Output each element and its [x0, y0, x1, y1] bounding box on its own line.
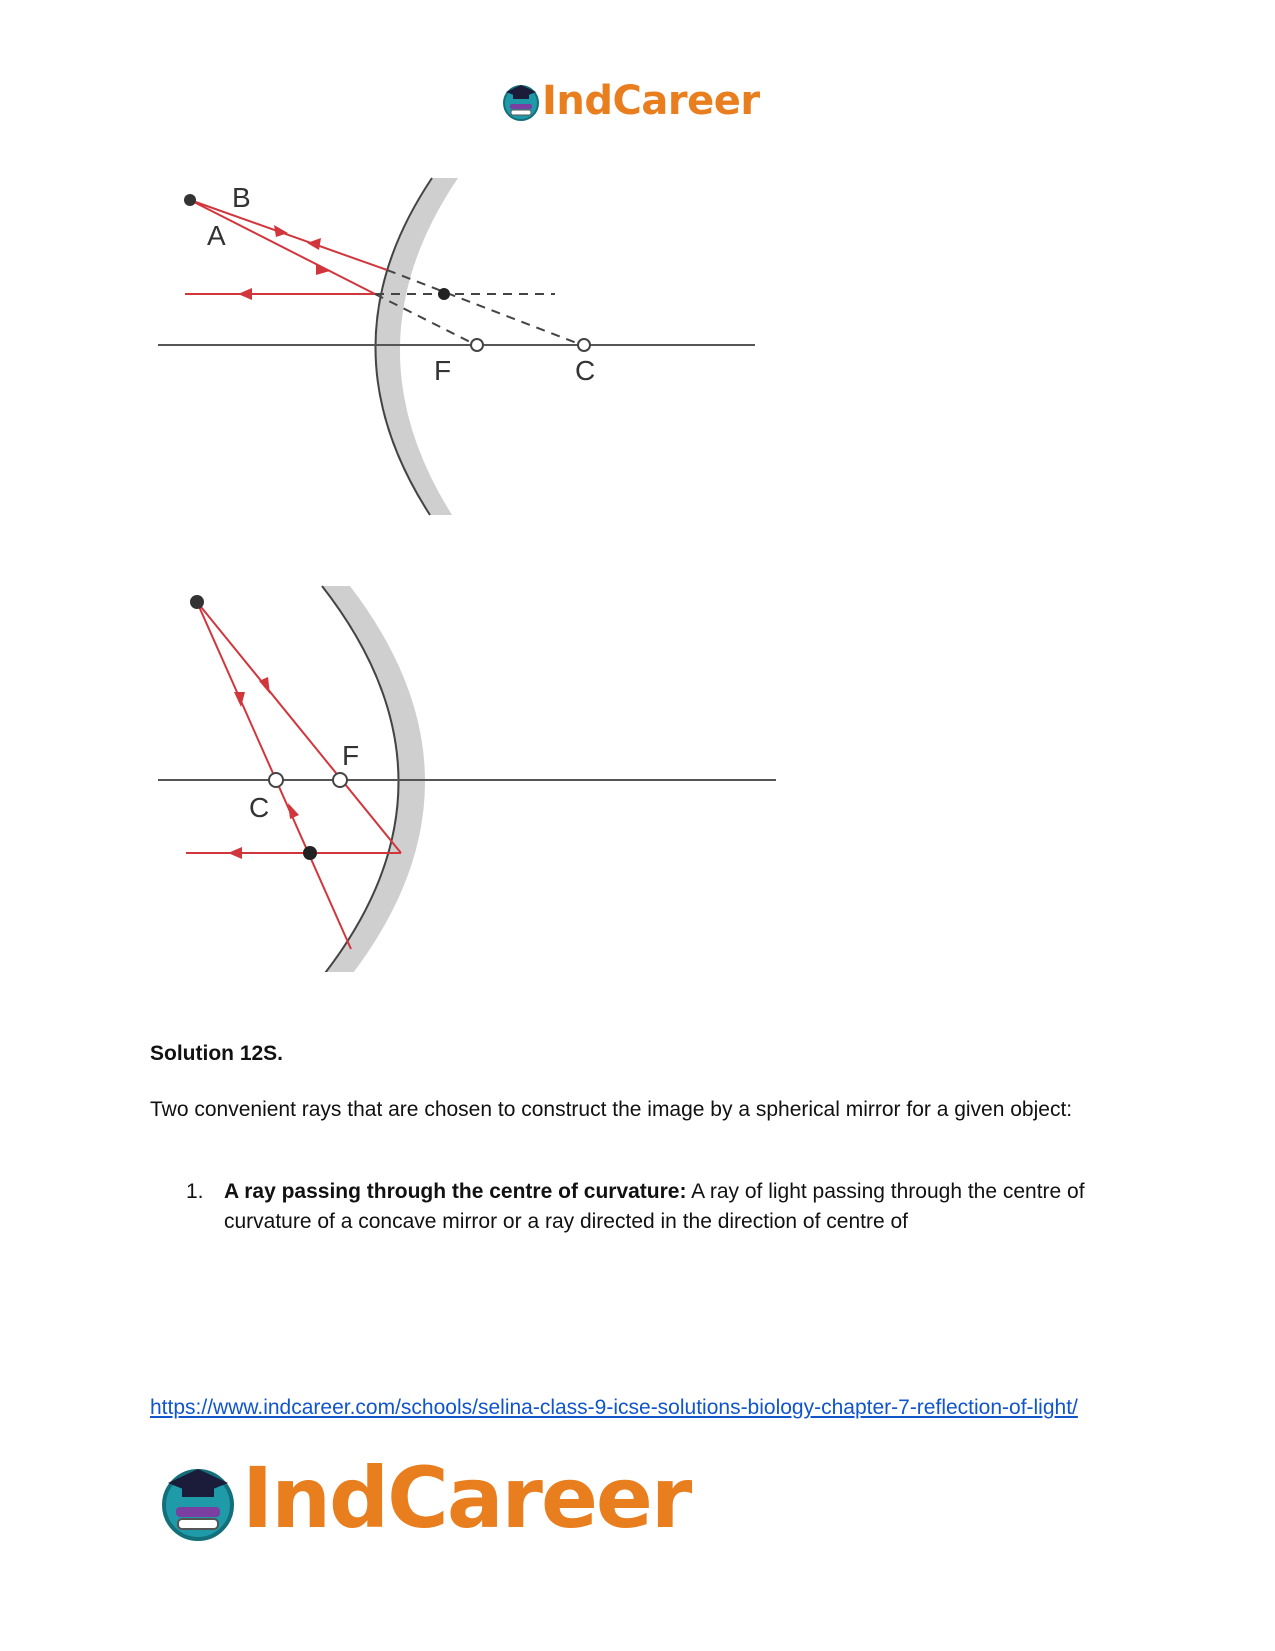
focus-point: [333, 773, 347, 787]
label-c: C: [249, 792, 270, 823]
list-item-heading: A ray passing through the centre of curvature:: [224, 1180, 687, 1203]
label-c: C: [575, 355, 596, 386]
focus-point: [471, 339, 483, 351]
label-f: F: [342, 740, 360, 771]
image-point: [438, 288, 450, 300]
virtual-ray-c: [387, 270, 582, 345]
ray-arrow: [274, 225, 288, 237]
centre-point: [578, 339, 590, 351]
image-point: [303, 846, 317, 860]
ray-arrow: [228, 847, 242, 859]
solution-title: Solution 12S.: [150, 1042, 284, 1065]
intro-paragraph: Two convenient rays that are chosen to construct the image by a spherical mirror for a given object:: [150, 1098, 1073, 1121]
graduation-cap-books-icon: [502, 82, 540, 122]
list-item-body: [224, 1177, 1116, 1237]
convex-mirror-ray-diagram: [150, 175, 770, 535]
footer-logo-text: IndCareer: [242, 1449, 691, 1547]
graduation-cap-books-icon: [158, 1463, 238, 1543]
concave-mirror-ray-diagram: [150, 582, 790, 972]
object-point: [190, 595, 204, 609]
list-item-text: A ray of light passing through the centre of curvature of a concave mirror or a ray directed in the direction of centre of: [224, 1180, 1085, 1233]
label-b: B: [232, 182, 251, 213]
centre-point: [269, 773, 283, 787]
ray-arrow: [238, 288, 252, 300]
footer-logo: [158, 1449, 718, 1555]
ray-list: [186, 1177, 1116, 1237]
ray-arrow: [307, 238, 321, 250]
label-a: A: [207, 220, 226, 251]
source-link[interactable]: https://www.indcareer.com/schools/selina-class-9-icse-solutions-biology-chapter-7-reflection-of-light/: [150, 1396, 1078, 1419]
object-point: [184, 194, 196, 206]
list-item-number: 1.: [186, 1180, 204, 1203]
convex-mirror: [375, 178, 458, 515]
label-f: F: [434, 355, 452, 386]
ray-arrow: [288, 803, 299, 819]
list-item: [186, 1177, 1116, 1237]
header-logo-text: IndCareer: [542, 78, 760, 124]
header-logo: [502, 80, 782, 130]
